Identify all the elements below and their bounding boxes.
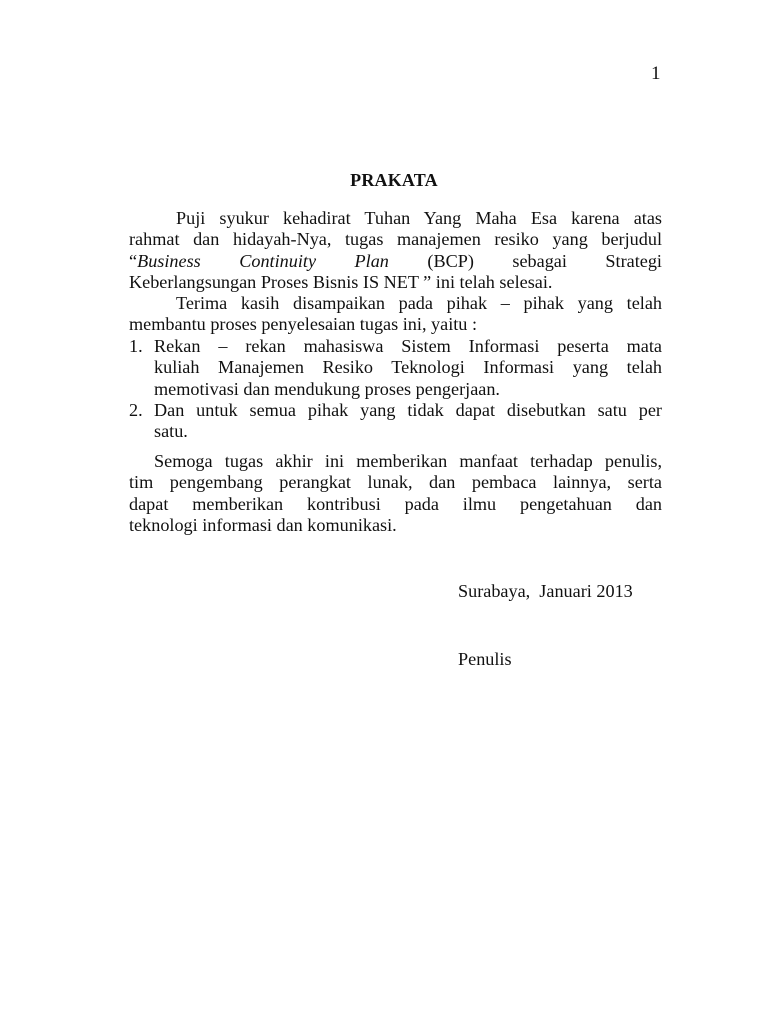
paragraph-line: tim pengembang perangkat lunak, dan pembaca lainnya, serta (129, 472, 662, 493)
list-line: kuliah Manajemen Resiko Teknologi Informasi yang telah (154, 357, 662, 378)
page-title: PRAKATA (350, 170, 438, 190)
list-item (129, 336, 662, 400)
signature-place-date: Surabaya, Januari 2013 (458, 581, 633, 601)
paragraph-line (129, 293, 662, 314)
list-number: 1. (129, 336, 143, 356)
list-line: memotivasi dan mendukung proses pengerjaan. (154, 378, 500, 399)
paragraph-line: dapat memberikan kontribusi pada ilmu pengetahuan dan (129, 493, 662, 514)
page-number: 1 (651, 63, 661, 84)
paragraph-line: rahmat dan hidayah-Nya, tugas manajemen resiko yang berjudul (129, 229, 662, 250)
list-text (154, 336, 662, 400)
paragraph-line: membantu proses penyelesaian tugas ini, yaitu : (129, 314, 478, 335)
paragraph-line: Keberlangsungan Proses Bisnis IS NET ” ini telah selesai. (129, 271, 553, 292)
open-quote: “ (129, 250, 138, 271)
list-line: Dan untuk semua pihak yang tidak dapat disebutkan satu per (154, 399, 662, 420)
italic-title: Business Continuity Plan (137, 250, 389, 271)
paragraph-line (129, 451, 662, 472)
list-number: 2. (129, 399, 143, 420)
paragraph-line: teknologi informasi dan komunikasi. (129, 514, 397, 535)
paragraph-line (129, 251, 662, 272)
paragraph-acknowledgement (129, 293, 662, 336)
text-span: (BCP) sebagai Strategi (388, 250, 662, 271)
paragraph-line (129, 208, 662, 229)
signature-author: Penulis (458, 649, 512, 669)
text-span: Terima kasih disampaikan pada pihak – pihak yang telah (176, 293, 662, 313)
list-text (154, 400, 662, 443)
list-item (129, 400, 662, 443)
list-line: Rekan – rekan mahasiswa Sistem Informasi peserta mata (154, 336, 662, 356)
text-span: Puji syukur kehadirat Tuhan Yang Maha Esa karena atas (176, 208, 662, 228)
paragraph-introduction (129, 208, 662, 293)
paragraph-closing (129, 451, 662, 536)
list-line: satu. (154, 421, 188, 442)
acknowledgement-list (129, 336, 662, 442)
text-span: Semoga tugas akhir ini memberikan manfaat terhadap penulis, (154, 451, 662, 471)
